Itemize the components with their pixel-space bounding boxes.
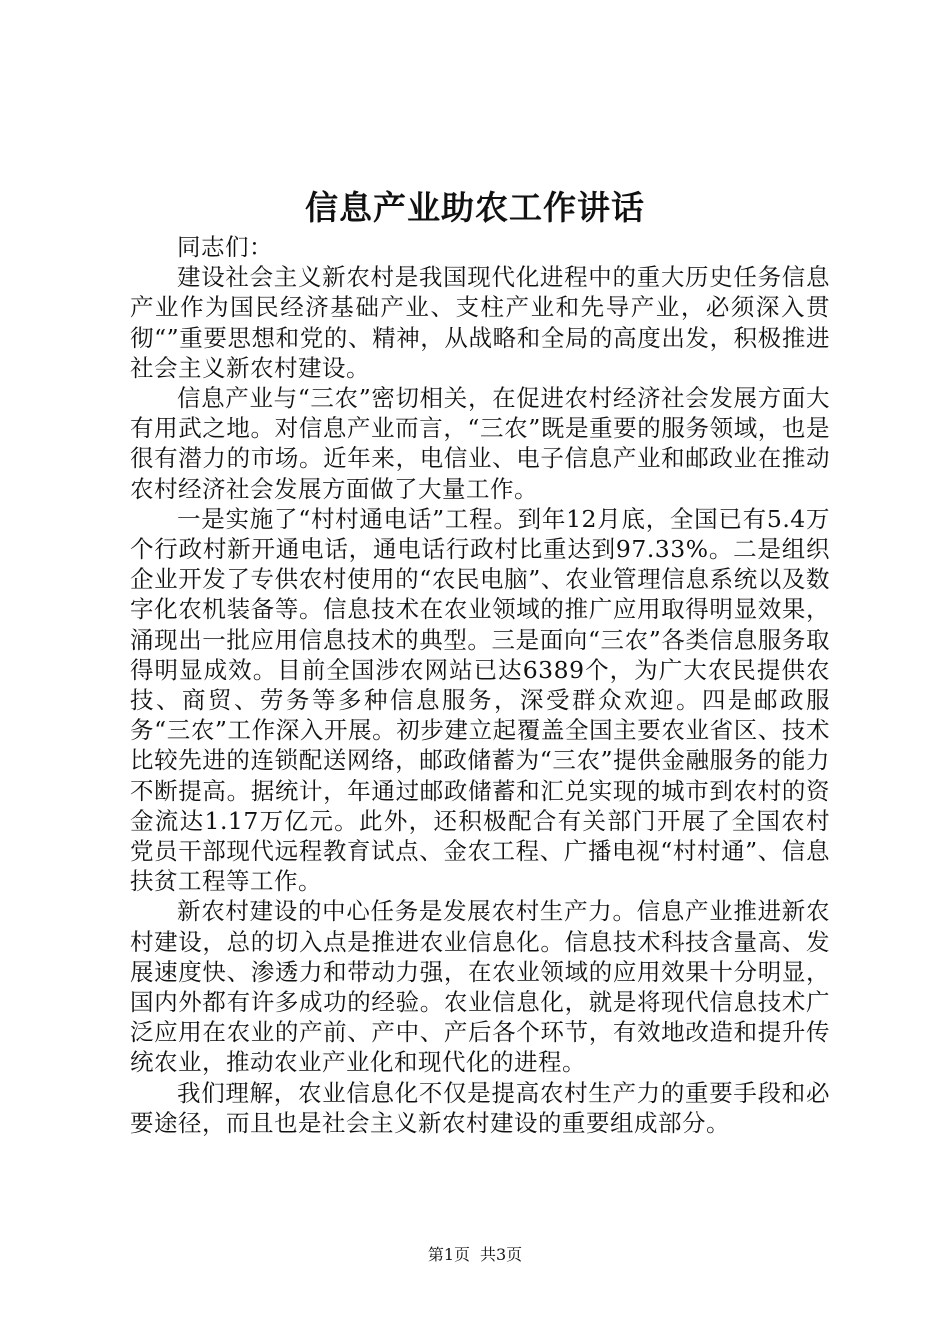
- paragraph-4: 新农村建设的中心任务是发展农村生产力。信息产业推进新农村建设，总的切入点是推进农业信息化。信息技术科技含量高、发展速度快、渗透力和带动力强，在农业领域的应用效果十分明显，国内外都有许多成功的经验。农业信息化，就是将现代信息技术广泛应用在农业的产前、产中、产后各个环节，有效地改造和提升传统农业，推动农业产业化和现代化的进程。: [130, 897, 830, 1077]
- document-body: [130, 232, 830, 1138]
- page-number: 第1页: [427, 1245, 470, 1264]
- page-footer: [0, 1244, 950, 1266]
- paragraph-1: 建设社会主义新农村是我国现代化进程中的重大历史任务信息产业作为国民经济基础产业、支柱产业和先导产业，必须深入贯彻“”重要思想和党的、精神，从战略和全局的高度出发，积极推进社会主义新农村建设。: [130, 263, 830, 382]
- paragraph-2: 信息产业与“三农”密切相关，在促进农村经济社会发展方面大有用武之地。对信息产业而言，“三农”既是重要的服务领域，也是很有潜力的市场。近年来，电信业、电子信息产业和邮政业在推动农村经济社会发展方面做了大量工作。: [130, 384, 830, 503]
- document-title: 信息产业助农工作讲话: [305, 188, 645, 227]
- paragraph-5: 我们理解，农业信息化不仅是提高农村生产力的重要手段和必要途径，而且也是社会主义新农村建设的重要组成部分。: [130, 1078, 830, 1137]
- page-total: 共3页: [480, 1245, 523, 1264]
- paragraph-3: 一是实施了“村村通电话”工程。到年12月底，全国已有5.4万个行政村新开通电话，通电话行政村比重达到97.33%。二是组织企业开发了专供农村使用的“农民电脑”、农业管理信息系统以及数字化农机装备等。信息技术在农业领域的推广应用取得明显效果，涌现出一批应用信息技术的典型。三是面向“三农”各类信息服务取得明显成效。目前全国涉农网站已达6389个，为广大农民提供农技、商贸、劳务等多种信息服务，深受群众欢迎。四是邮政服务“三农”工作深入开展。初步建立起覆盖全国主要农业省区、技术比较先进的连锁配送网络，邮政储蓄为“三农”提供金融服务的能力不断提高。据统计，年通过邮政储蓄和汇兑实现的城市到农村的资金流达1.17万亿元。此外，还积极配合有关部门开展了全国农村党员干部现代远程教育试点、金农工程、广播电视“村村通”、信息扶贫工程等工作。: [130, 504, 830, 896]
- salutation: 同志们：: [177, 233, 273, 261]
